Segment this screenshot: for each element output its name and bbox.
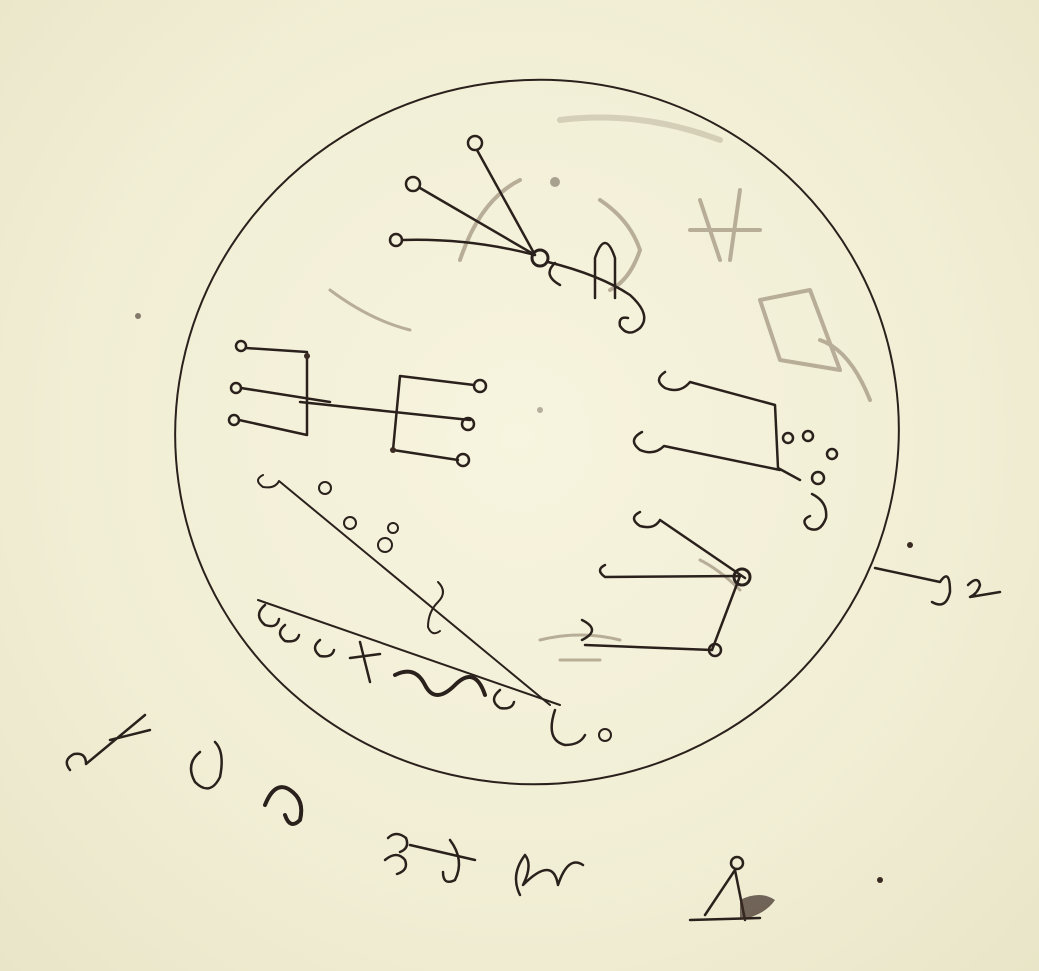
stray-dot	[907, 542, 913, 548]
glyph-lower-left	[258, 475, 611, 745]
script-line-below	[67, 715, 775, 920]
glyph-outside-right	[875, 568, 1000, 604]
bleed-through-marks	[330, 118, 870, 661]
glyph-left-bars	[229, 341, 486, 466]
seal-circle	[130, 33, 945, 831]
glyph-right-hooks	[582, 372, 837, 656]
stray-dot	[877, 877, 883, 883]
glyph-top-star	[390, 136, 644, 333]
stray-dot	[135, 313, 141, 319]
